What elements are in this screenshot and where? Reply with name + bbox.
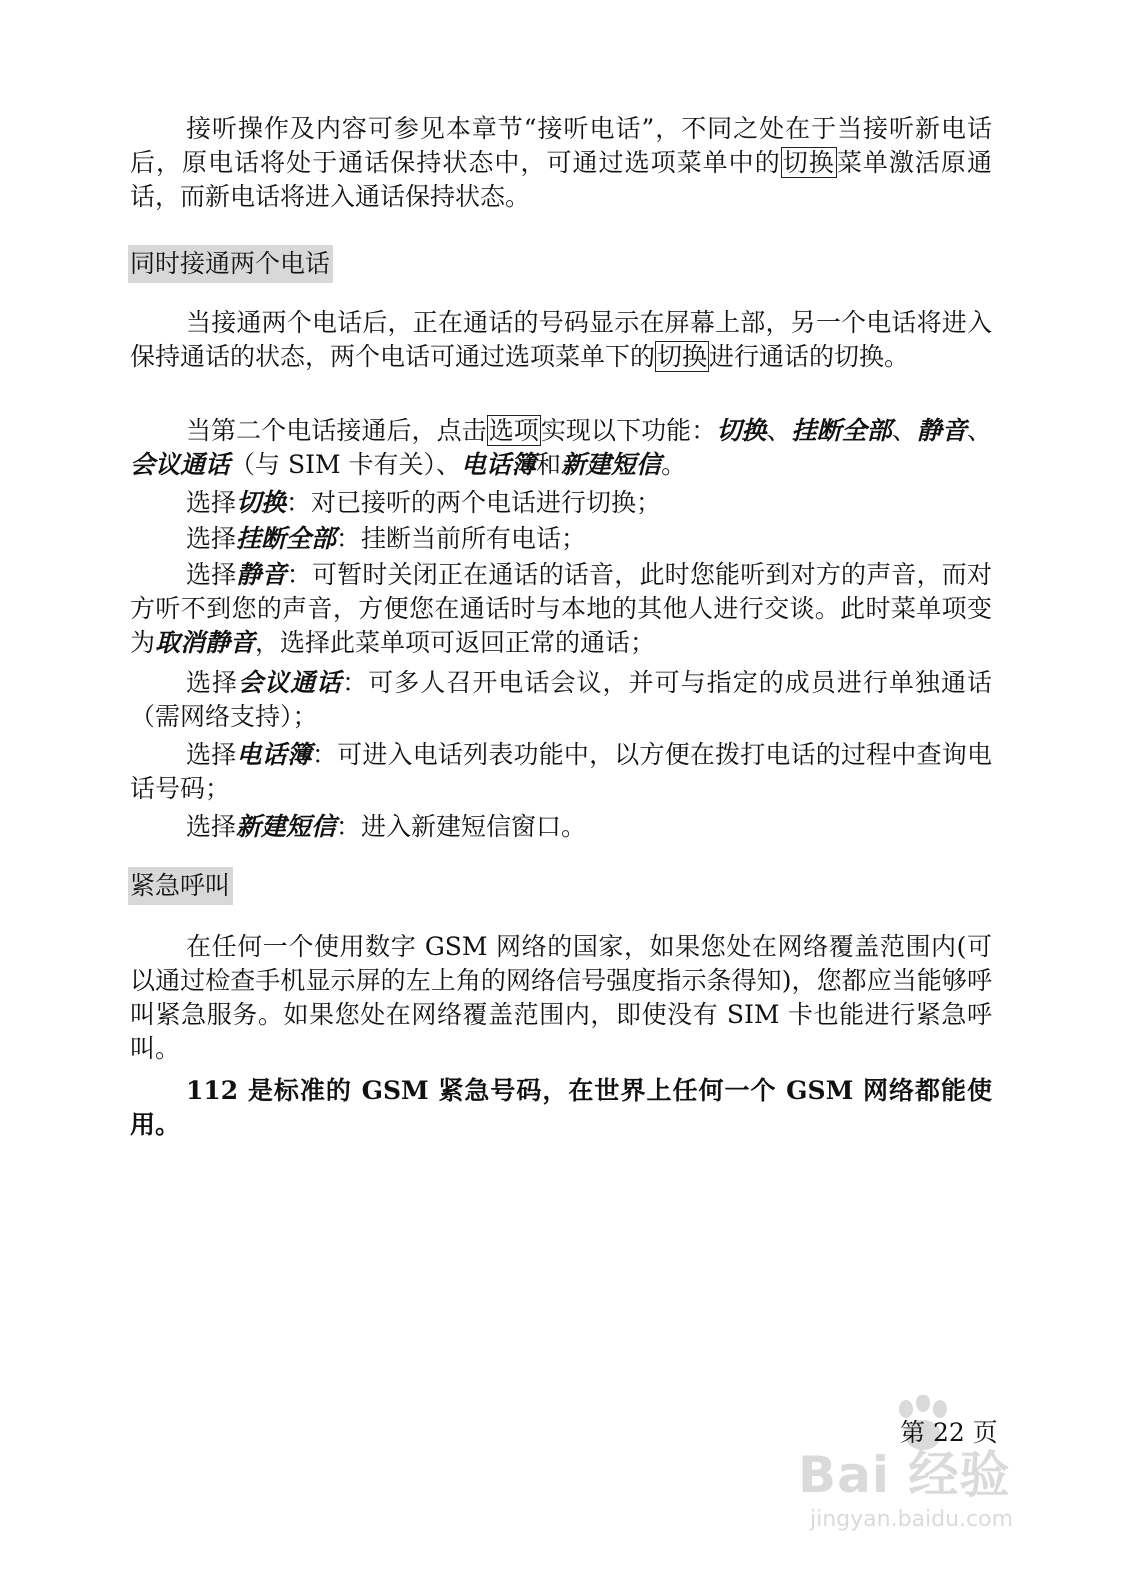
section-heading-emergency: 紧急呼叫	[128, 867, 233, 905]
item-desc: ：挂断当前所有电话；	[336, 524, 587, 553]
feature-switch: 切换	[716, 416, 767, 445]
emergency-paragraph: 在任何一个使用数字 GSM 网络的国家，如果您处在网络覆盖范围内(可以通过检查手机显示屏的左上角的网络信号强度指示条得知)，您都应当能够呼叫紧急服务。如果您处在网络覆盖范围内，即使没有 SIM 卡也能进行紧急呼叫。	[130, 932, 992, 1063]
watermark-url: jingyan.baidu.com	[810, 1507, 1014, 1532]
intro-text-b: 菜单激活原通话，而新电话将进入通话保持状态。	[130, 148, 992, 211]
item-desc: ：可暂时关闭正在通话的话音，此时您能听到对方的声音，而对方听不到您的声音，方便您在通话时与本地的其他人进行交谈。此时菜单项变为	[130, 560, 992, 657]
item-switch	[130, 486, 992, 520]
feature-sep: 、	[766, 416, 792, 445]
watermark-logo: Bai 经验	[798, 1446, 1011, 1504]
item-prefix: 选择	[186, 812, 237, 841]
emergency-number-paragraph: 112 是标准的 GSM 紧急号码，在世界上任何一个 GSM 网络都能使用。	[130, 1076, 992, 1139]
item-desc: ：对已接听的两个电话进行切换；	[286, 488, 662, 517]
features-text-d: 和	[536, 450, 562, 479]
feature-sep: 、	[966, 416, 992, 445]
page-number: 第 22 页	[900, 1418, 998, 1447]
item-prefix: 选择	[186, 740, 237, 769]
item-term: 挂断全部	[236, 524, 337, 553]
item-prefix: 选择	[186, 488, 237, 517]
item-term: 会议通话	[238, 668, 343, 697]
intro-text-a: 接听操作及内容可参见本章节“接听电话”，不同之处在于当接听新电话后，原电话将处于通话保持状态中，可通过选项菜单中的	[130, 114, 992, 177]
item-term: 电话簿	[236, 740, 312, 769]
item-term: 静音	[236, 560, 287, 589]
item-term-cancel-mute: 取消静音	[155, 628, 256, 657]
intro-paragraph	[130, 112, 992, 214]
item-new-sms	[130, 810, 992, 844]
features-text-e: 。	[661, 450, 687, 479]
features-text-c: （与 SIM 卡有关）、	[230, 450, 462, 479]
two-calls-text-b: 进行通话的切换。	[709, 342, 910, 371]
features-text-a: 当第二个电话接通后，点击	[186, 416, 487, 445]
features-text-b: 实现以下功能：	[540, 416, 717, 445]
item-desc: ：可进入电话列表功能中，以方便在拨打电话的过程中查询电话号码；	[130, 740, 992, 803]
menu-label-options: 选项	[488, 416, 539, 445]
two-calls-paragraph	[130, 306, 992, 374]
item-prefix: 选择	[186, 668, 239, 697]
item-prefix: 选择	[186, 560, 237, 589]
feature-sep: 、	[891, 416, 917, 445]
feature-conference: 会议通话	[130, 450, 231, 479]
feature-new-sms: 新建短信	[561, 450, 662, 479]
item-term: 切换	[236, 488, 287, 517]
two-calls-text-a: 当接通两个电话后，正在通话的号码显示在屏幕上部，另一个电话将进入保持通话的状态，两个电话可通过选项菜单下的	[130, 308, 992, 371]
item-mute	[130, 558, 992, 660]
feature-hangup-all: 挂断全部	[791, 416, 892, 445]
section-heading-two-calls: 同时接通两个电话	[128, 245, 333, 283]
item-phonebook	[130, 738, 992, 806]
feature-phonebook: 电话簿	[461, 450, 537, 479]
item-hangup-all	[130, 522, 992, 556]
item-term: 新建短信	[236, 812, 337, 841]
feature-mute: 静音	[916, 416, 967, 445]
item-desc: ：进入新建短信窗口。	[336, 812, 587, 841]
item-desc-2: ，选择此菜单项可返回正常的通话；	[255, 628, 656, 657]
item-conference	[130, 666, 992, 734]
item-prefix: 选择	[186, 524, 237, 553]
menu-label-switch-2: 切换	[657, 342, 708, 371]
menu-label-switch: 切换	[782, 148, 835, 177]
item-desc: ：可多人召开电话会议，并可与指定的成员进行单独通话（需网络支持）；	[130, 668, 992, 731]
features-paragraph	[130, 414, 992, 482]
